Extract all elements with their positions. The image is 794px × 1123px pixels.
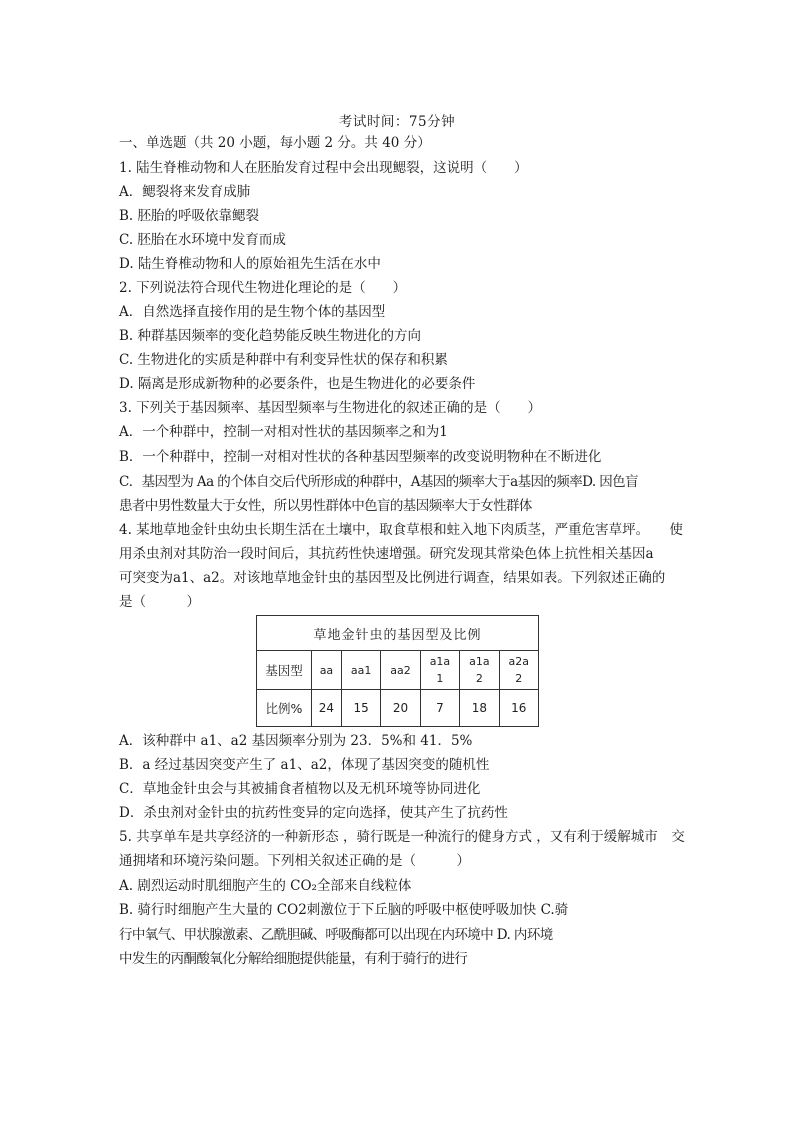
table-row-genotype <box>257 651 539 690</box>
genotype-cell: aa2 <box>381 651 420 690</box>
percent-cell: 7 <box>420 690 459 727</box>
question-2-stem: 2. 下列说法符合现代生物进化理论的是（ ） <box>119 280 407 296</box>
question-5-option-d: 中发生的丙酮酸氧化分解给细胞提供能量，有利于骑行的进行 <box>119 951 468 967</box>
question-1-option-c: C. 胚胎在水环境中发育而成 <box>119 232 286 248</box>
question-4-stem-line-1: 4. 某地草地金针虫幼虫长期生活在土壤中，取食草根和蛀入地下肉质茎，严重危害草坪。 使 <box>119 522 683 538</box>
question-1-option-b: B. 胚胎的呼吸依靠鳃裂 <box>119 208 260 224</box>
genotype-cell: aa1 <box>341 651 380 690</box>
question-5-option-b: B. 骑行时细胞产生大量的 CO2刺激位于下丘脑的呼吸中枢使呼吸加快 C.骑 <box>119 902 569 918</box>
percent-cell: 18 <box>460 690 499 727</box>
question-5-stem-line-2: 通拥堵和环境污染问题。下列相关叙述正确的是（ ） <box>119 853 470 869</box>
section-title: 一、单选题（共 20 小题，每小题 2 分。共 40 分） <box>119 135 431 151</box>
genotype-table <box>256 615 539 727</box>
question-2-option-b: B. 种群基因频率的变化趋势能反映生物进化的方向 <box>119 328 422 344</box>
percent-cell: 15 <box>341 690 380 727</box>
question-1-stem: 1. 陆生脊椎动物和人在胚胎发育过程中会出现鳃裂，这说明（ ） <box>119 160 528 176</box>
question-2-option-c: C. 生物进化的实质是种群中有利变异性状的保存和积累 <box>119 352 448 368</box>
genotype-cell: aa <box>312 651 342 690</box>
table-row-percent <box>257 690 539 727</box>
percent-cell: 24 <box>312 690 342 727</box>
question-3-option-d: 患者中男性数量大于女性，所以男性群体中色盲的基因频率大于女性群体 <box>119 498 532 514</box>
question-4-option-a: A．该种群中 a1、a2 基因频率分别为 23．5%和 41．5% <box>119 733 473 749</box>
question-3-option-c: C．基因型为 Aa 的个体自交后代所形成的种群中，A基因的频率大于a基因的频率D. 因色盲 <box>119 474 638 490</box>
question-4-stem-line-3: 可突变为a1、a2。对该地草地金针虫的基因型及比例进行调查，结果如表。下列叙述正确的 <box>119 570 666 586</box>
question-4-option-b: B．a 经过基因突变产生了 a1、a2，体现了基因突变的随机性 <box>119 757 490 773</box>
exam-time-header: 考试时间：75分钟 <box>338 114 456 130</box>
question-4-stem-line-4: 是（ ） <box>119 594 200 610</box>
table-row-label: 比例% <box>257 690 312 727</box>
question-5-option-c: 行中氧气、甲状腺激素、乙酰胆碱、呼吸酶都可以出现在内环境中 D. 内环境 <box>119 927 553 943</box>
table-caption: 草地金针虫的基因型及比例 <box>257 616 539 651</box>
question-1-option-a: A．鳃裂将来发育成肺 <box>119 184 251 200</box>
question-3-option-b: B．一个种群中，控制一对相对性状的各种基因型频率的改变说明物种在不断进化 <box>119 449 602 465</box>
question-5-option-a: A. 剧烈运动时肌细胞产生的 CO₂全部来自线粒体 <box>119 878 412 894</box>
table-row-label: 基因型 <box>257 651 312 690</box>
question-1-option-d: D. 陆生脊椎动物和人的原始祖先生活在水中 <box>119 256 381 272</box>
question-4-option-c: C．草地金针虫会与其被捕食者植物以及无机环境等协同进化 <box>119 781 481 797</box>
percent-cell: 16 <box>499 690 538 727</box>
genotype-cell: a1a 2 <box>460 651 499 690</box>
question-2-option-d: D. 隔离是形成新物种的必要条件，也是生物进化的必要条件 <box>119 376 476 392</box>
question-4-stem-line-2: 用杀虫剂对其防治一段时间后，其抗药性快速增强。研究发现其常染色体上抗性相关基因a <box>119 546 654 562</box>
genotype-cell: a2a 2 <box>499 651 538 690</box>
question-4-option-d: D．杀虫剂对金针虫的抗药性变异的定向选择，使其产生了抗药性 <box>119 805 508 821</box>
question-3-stem: 3. 下列关于基因频率、基因型频率与生物进化的叙述正确的是（ ） <box>119 400 542 416</box>
question-2-option-a: A．自然选择直接作用的是生物个体的基因型 <box>119 304 386 320</box>
question-5-stem-line-1: 5. 共享单车是共享经济的一种新形态 ，骑行既是一种流行的健身方式 ，又有利于缓解城市 交 <box>119 829 685 845</box>
genotype-cell: a1a 1 <box>420 651 459 690</box>
percent-cell: 20 <box>381 690 420 727</box>
question-3-option-a: A．一个种群中，控制一对相对性状的基因频率之和为1 <box>119 424 448 440</box>
